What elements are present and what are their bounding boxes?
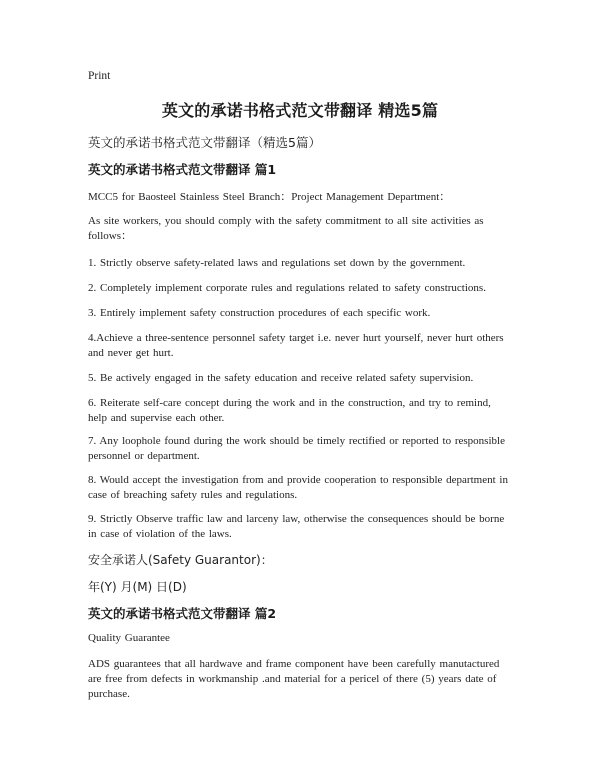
paragraph-guarantee-terms: ADS guarantees that all hardwave and frame component have been carefully manutactured are free from defects in workmanship .and material for a pericel of there (5) years date of purchase. [88, 658, 500, 700]
paragraph-item-4: 4.Achieve a three-sentence personnel safety target i.e. never hurt yourself, never hurt others and never get hurt. [88, 332, 504, 359]
section-heading-2: 英文的承诺书格式范文带翻译 篇2 [88, 606, 277, 621]
paragraph-addressee: MCC5 for Baosteel Stainless Steel Branch：Project Management Department： [88, 191, 451, 203]
print-link[interactable]: Print [88, 70, 111, 82]
paragraph-item-7: 7. Any loophole found during the work should be timely rectified or reported to responsible personnel or department. [88, 435, 505, 462]
section-heading-1: 英文的承诺书格式范文带翻译 篇1 [88, 162, 277, 177]
paragraph-quality-guarantee: Quality Guarantee [88, 632, 170, 644]
date-line: 年(Y) 月(M) 日(D) [88, 580, 187, 594]
paragraph-item-5: 5. Be actively engaged in the safety education and receive related safety supervision. [88, 372, 474, 384]
paragraph-item-8: 8. Would accept the investigation from and provide cooperation to responsible department in case of breaching safety rules and regulations. [88, 474, 508, 501]
page-title: 英文的承诺书格式范文带翻译 精选5篇 [161, 101, 439, 120]
paragraph-item-1: 1. Strictly observe safety-related laws and regulations set down by the government. [88, 257, 466, 269]
paragraph-item-2: 2. Completely implement corporate rules and regulations related to safety constructions. [88, 282, 486, 294]
paragraph-item-3: 3. Entirely implement safety construction procedures of each specific work. [88, 307, 431, 319]
paragraph-item-9: 9. Strictly Observe traffic law and larceny law, otherwise the consequences should be borne in case of violation of the laws. [88, 513, 505, 540]
document-subtitle: 英文的承诺书格式范文带翻译（精选5篇） [88, 135, 321, 150]
signature-line: 安全承诺人(Safety Guarantor)： [88, 553, 273, 567]
paragraph-item-6: 6. Reiterate self-care concept during the work and in the construction, and try to remind, help and supervise each other. [88, 397, 491, 424]
paragraph-intro: As site workers, you should comply with the safety commitment to all site activities as follows： [88, 215, 484, 242]
